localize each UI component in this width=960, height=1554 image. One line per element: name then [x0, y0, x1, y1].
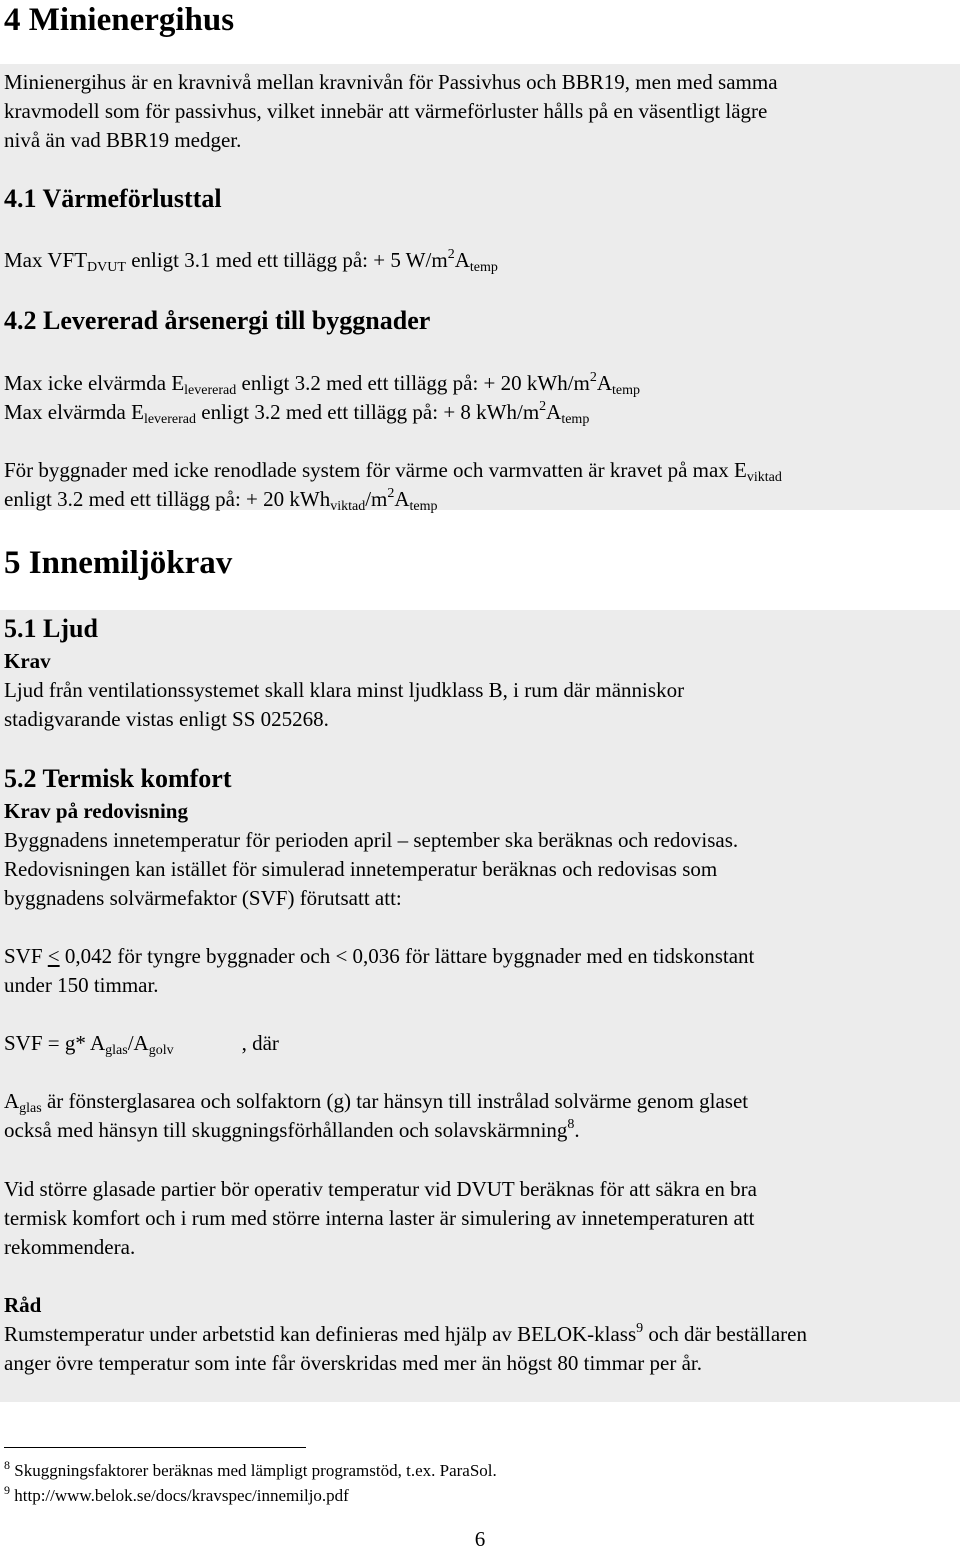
svf-condition-line-2: under 150 timmar. [4, 973, 159, 997]
rad-title: Råd [4, 1293, 42, 1317]
subsection-5-1-title: 5.1 Ljud [4, 614, 98, 643]
rad-text-line-1: Rumstemperatur under arbetstid kan definieras med hjälp av BELOK-klass$^9$ och där beställaren [4, 1321, 807, 1346]
footnote-8: $^8$ Skuggningsfaktorer beräknas med lämpligt programstöd, t.ex. ParaSol. [4, 1458, 497, 1480]
rad-text-line-2: anger övre temperatur som inte får överskridas med mer än högst 80 timmar per år. [4, 1351, 703, 1375]
section-5-title: 5 Innemiljökrav [4, 545, 233, 581]
vft-requirement: Max $VFT_{DVUT}$ enligt 3.1 med ett tillägg på: + 5 $W/m^2A_{temp}$ [4, 247, 498, 275]
footnote-divider [4, 1447, 306, 1448]
page-number: 6 [474, 1527, 486, 1551]
dvut-text-line-3: rekommendera. [4, 1235, 136, 1259]
weighted-requirement-line-1: För byggnader med icke renodlade system för värme och varmvatten är kravet på $\max E_{viktad}$ [4, 458, 782, 485]
dvut-text-line-2: termisk komfort och i rum med större interna laster är simulering av innetemperaturen att [4, 1206, 755, 1230]
ljud-text-line-1: Ljud från ventilationssystemet skall klara minst ljudklass B, i rum där människor [4, 678, 685, 702]
electric-requirement: Max elvärmda $E_{levererad}$ enligt 3.2 med ett tillägg på: + 8 kWh/$m^2A_{temp}$ [4, 399, 590, 427]
dvut-text-line-1: Vid större glasade partier bör operativ temperatur vid DVUT beräknas för att säkra en bra [4, 1177, 757, 1201]
intro-line-3: nivå än vad BBR19 medger. [4, 128, 242, 152]
ljud-text-line-2: stadigvarande vistas enligt SS 025268. [4, 707, 329, 731]
comfort-text-line-2: Redovisningen kan istället för simulerad innetemperatur beräknas och redovisas som [4, 857, 718, 881]
intro-line-2: kravmodell som för passivhus, vilket innebär att värmeförluster hålls på en väsentligt lägre [4, 99, 768, 123]
comfort-text-line-3: byggnadens solvärmefaktor (SVF) förutsatt att: [4, 886, 402, 910]
aglas-definition-line-2: också med hänsyn till skuggningsförhållanden och solavskärmning$^8$. [4, 1117, 580, 1142]
weighted-requirement-line-2: enligt 3.2 med ett tillägg på: + 20 $kWh_{viktad}/m^2A_{temp}$ [4, 486, 438, 514]
subsection-5-2-title: 5.2 Termisk komfort [4, 764, 232, 793]
subsection-5-2-krav: Krav på redovisning [4, 799, 188, 823]
non-electric-requirement: Max icke elvärmda $E_{levererad}$ enligt 3.2 med ett tillägg på: + 20 kWh/$m^2A_{temp}$ [4, 370, 641, 398]
footnote-9: $^9$ http://www.belok.se/docs/kravspec/innemiljo.pdf [4, 1483, 349, 1505]
section-5-box [0, 610, 960, 1402]
section-4-title: 4 Minienergihus [4, 2, 235, 38]
intro-line-1: Minienergihus är en kravnivå mellan kravnivån för Passivhus och BBR19, men med samma [4, 70, 778, 94]
svf-condition-line-1: SVF < 0,042 för tyngre byggnader och < 0,036 för lättare byggnader med en tidskonstant [4, 944, 755, 968]
aglas-definition-line-1: $A_{glas}$ är fönsterglasarea och solfaktorn (g) tar hänsyn till instrålad solvärme genom glaset [4, 1089, 749, 1116]
subsection-5-1-krav: Krav [4, 649, 51, 673]
section-4-box [0, 64, 960, 514]
subsection-4-2-title: 4.2 Levererad årsenergi till byggnader [4, 306, 431, 335]
subsection-4-1-title: 4.1 Värmeförlusttal [4, 184, 222, 213]
svf-formula: SVF = g* $A_{glas}/A_{golv}$ , där [4, 1031, 279, 1058]
comfort-text-line-1: Byggnadens innetemperatur för perioden april – september ska beräknas och redovisas. [4, 828, 739, 852]
